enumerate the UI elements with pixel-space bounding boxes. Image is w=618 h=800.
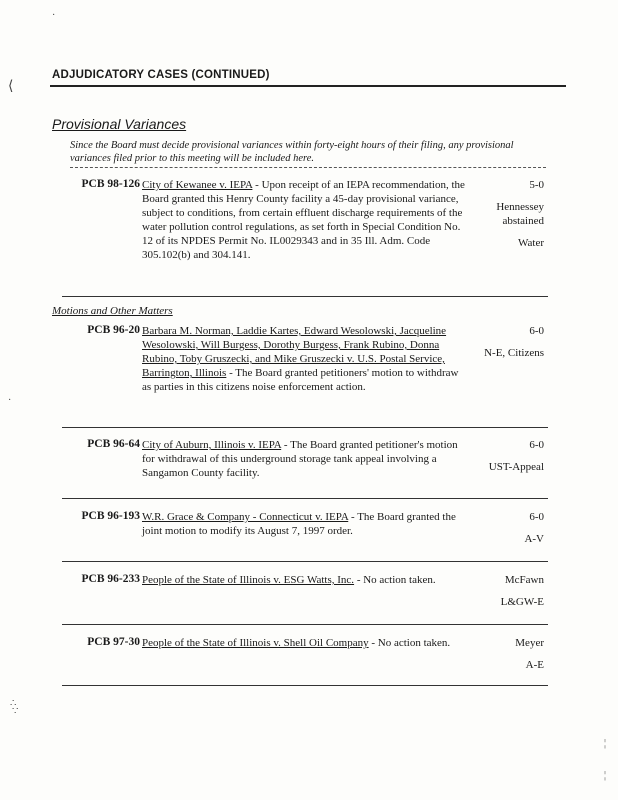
case-votes — [454, 636, 544, 680]
vote-count: Meyer — [515, 637, 544, 649]
divider — [62, 498, 548, 499]
case-number: PCB 96-233 — [81, 573, 140, 585]
case-text: - The Board granted petitioner's motion for withdrawal of this underground storage tank appeal involving a Sangamon County facility. — [142, 439, 458, 479]
vote-count: 6-0 — [529, 325, 544, 337]
case-number: PCB 96-193 — [81, 510, 140, 522]
intro-divider — [70, 167, 546, 168]
scan-speck: · — [8, 395, 12, 406]
vote-note: Hennessey abstained — [496, 201, 544, 227]
case-votes — [454, 178, 544, 258]
case-votes — [454, 438, 544, 482]
section-intro: Since the Board must decide provisional variances within forty-eight hours of their filing, any provisional variances filed prior to this meeting will be included here. — [70, 140, 514, 164]
case-entry — [52, 573, 552, 623]
subsection-title: Motions and Other Matters — [52, 305, 173, 317]
case-votes — [454, 324, 544, 368]
case-title[interactable]: People of the State of Illinois v. Shell Oil Company — [142, 637, 369, 649]
case-category: N-E, Citizens — [484, 347, 544, 359]
case-text: - The Board granted the joint motion to modify its August 7, 1997 order. — [142, 511, 456, 537]
scan-speck: ¦ — [604, 738, 607, 749]
case-entry — [52, 178, 552, 278]
case-description — [142, 636, 467, 650]
case-title[interactable]: Barbara M. Norman, Laddie Kartes, Edward Wesolowski, Jacqueline Wesolowski, Will Burgess, Dorothy Burgess, Frank Rubino, Donna Rubino, Toby Gruszecki, and Mike Gruszecki v. U.S. Postal Service, Barrington, Illinois — [142, 325, 447, 379]
case-text: - No action taken. — [354, 574, 436, 586]
case-category: UST-Appeal — [488, 461, 544, 473]
case-title[interactable]: W.R. Grace & Company - Connecticut v. IEPA — [142, 511, 349, 523]
section-title: Provisional Variances — [52, 116, 187, 132]
divider — [62, 685, 548, 686]
case-category: Water — [518, 237, 544, 249]
vote-count: 6-0 — [529, 511, 544, 523]
case-title[interactable]: City of Auburn, Illinois v. IEPA — [142, 439, 282, 451]
case-entry — [52, 636, 552, 686]
case-votes — [454, 573, 544, 617]
case-text: - Upon receipt of an IEPA recommendation, the Board granted this Henry County facility a 45-day provisional variance, subject to conditions, from certain effluent discharge requirements of the water pollution control regulations, as set forth in Special Condition No. 12 of its NPDES Permit No. IL0029343 and in 35 Ill. Adm. Code 305.102(b) and 304.141. — [142, 179, 465, 261]
divider — [62, 427, 548, 428]
case-text: - No action taken. — [368, 637, 451, 649]
case-number: PCB 96-20 — [87, 324, 140, 336]
vote-count: 6-0 — [529, 439, 544, 451]
scan-speck: · — [52, 10, 56, 21]
scan-speck: ∴ — [10, 698, 17, 709]
vote-count: 5-0 — [529, 179, 544, 191]
case-title[interactable]: People of the State of Illinois v. ESG Watts, Inc. — [142, 574, 355, 586]
case-description — [142, 324, 467, 394]
header-rule — [50, 85, 566, 87]
case-number: PCB 97-30 — [87, 636, 140, 648]
divider — [62, 624, 548, 625]
case-votes — [454, 510, 544, 554]
case-entry — [52, 438, 552, 488]
case-description — [142, 438, 467, 480]
case-title[interactable]: City of Kewanee v. IEPA — [142, 179, 253, 191]
case-description — [142, 178, 467, 262]
case-number: PCB 96-64 — [87, 438, 140, 450]
case-category: A-V — [524, 533, 544, 545]
case-description — [142, 573, 467, 587]
scan-speck: ∵ — [12, 706, 19, 717]
case-text: - The Board granted petitioners' motion to withdraw as parties in this citizens noise enforcement action. — [142, 367, 459, 393]
case-number: PCB 98-126 — [81, 178, 140, 190]
scan-speck: ¦ — [604, 770, 607, 781]
scan-speck: ⟨ — [8, 79, 14, 94]
case-category: L&GW-E — [500, 596, 544, 608]
page-header: ADJUDICATORY CASES (CONTINUED) — [52, 69, 270, 81]
case-description — [142, 510, 467, 538]
case-category: A-E — [525, 659, 544, 671]
case-entry — [52, 324, 552, 419]
divider — [62, 561, 548, 562]
case-entry — [52, 510, 552, 560]
divider — [62, 296, 548, 297]
vote-count: McFawn — [504, 574, 544, 586]
